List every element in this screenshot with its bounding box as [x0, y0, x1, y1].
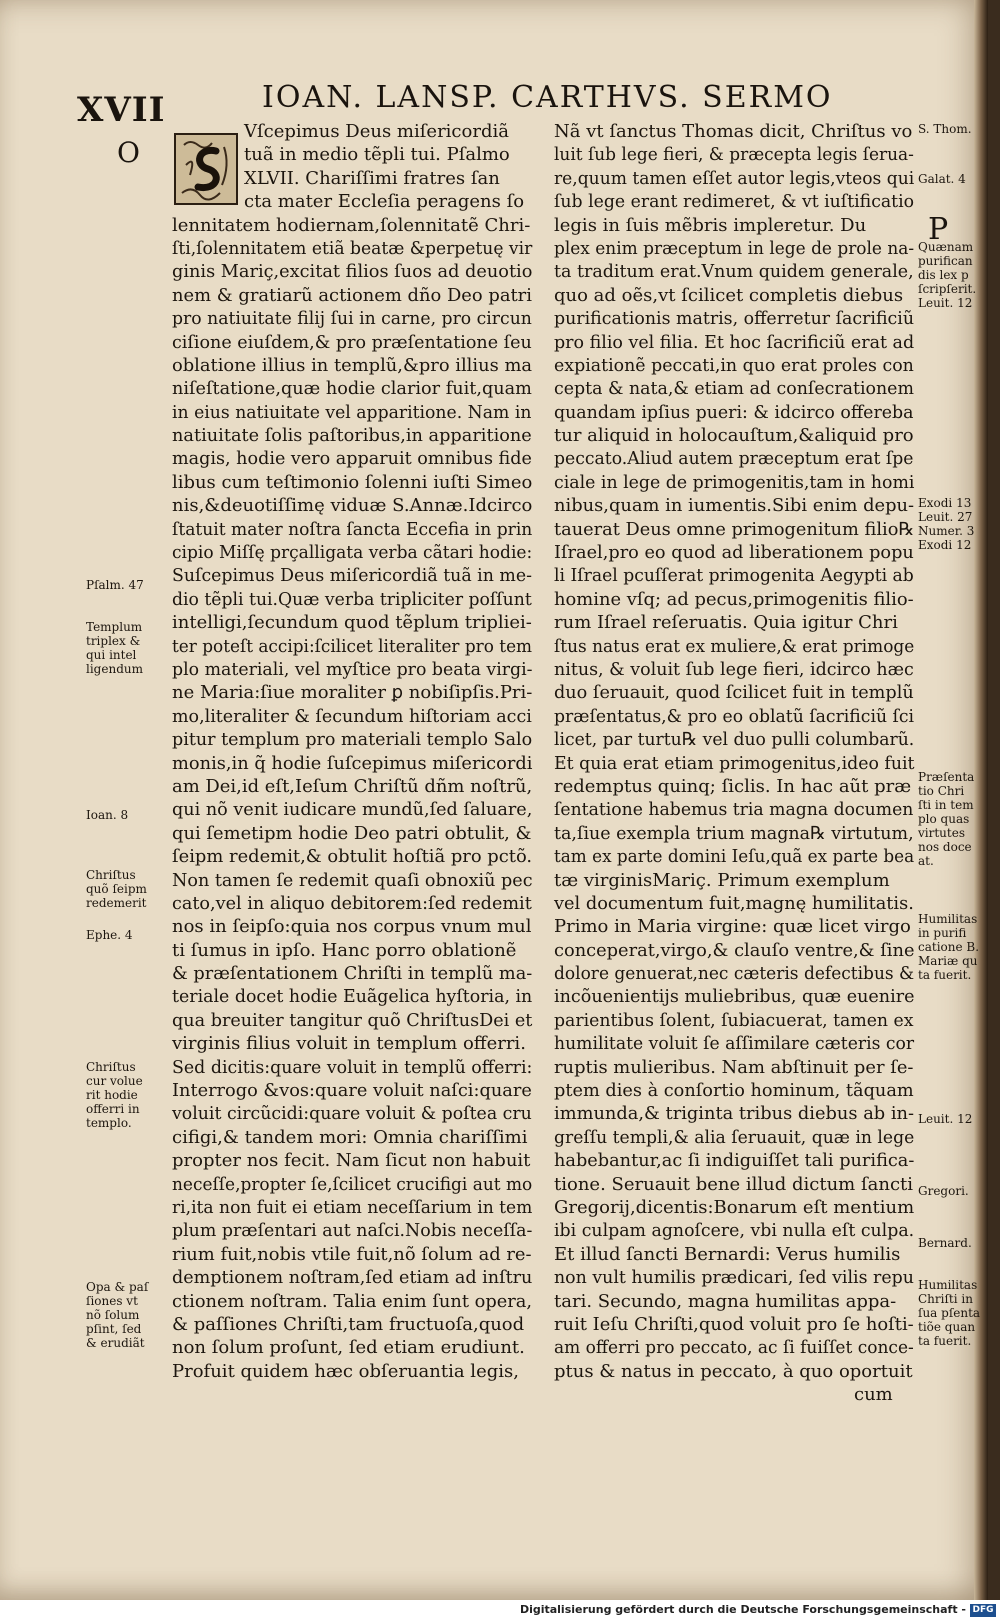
text-line: niſeſtatione,quæ hodie clarior fuit,quam	[172, 378, 532, 400]
text-line: qui ſemetipm hodie Deo patri obtulit, &	[172, 822, 532, 844]
margin-note-line: ta fuerit.	[918, 968, 972, 982]
text-line: ti ſumus in ipſo. Hanc porro oblationẽ	[172, 939, 517, 961]
text-line: Profuit quidem hæc obſeruantia legis,	[172, 1360, 519, 1382]
text-line: ſentatione habemus tria magna documen	[554, 799, 914, 821]
text-line: cato,vel in aliquo debitorem:ſed redemit	[172, 892, 532, 914]
text-line: luit ſub lege fieri, & præcepta legis ſerua-	[554, 144, 914, 166]
signature-mark-left: O	[117, 136, 140, 169]
text-line: tuã in medio tẽpli tui. Pſalmo	[244, 144, 510, 166]
text-line: in eius natiuitate vel apparitione. Nam in	[172, 401, 532, 423]
margin-note-line: Exodi 13	[918, 496, 972, 510]
text-line: neceſſe,propter ſe,ſcilicet crucifigi aut mo	[172, 1173, 533, 1195]
margin-note	[918, 172, 988, 186]
text-line: & paſſiones Chriſti,tam fructuoſa,quod	[172, 1313, 525, 1335]
text-line: pro filio vel filia. Et hoc ſacrificiũ erat ad	[554, 331, 915, 353]
signature-mark-right: P	[928, 212, 949, 247]
text-line: ruptis mulieribus. Nam abſtinuit per ſe-	[554, 1056, 914, 1078]
text-line: mo,literaliter & ſecundum hiſtoriam acci	[172, 705, 532, 727]
margin-note-line: Bernard.	[918, 1236, 972, 1250]
text-line: oblatione illius in templũ,&pro illius ma	[172, 354, 533, 376]
margin-note-line: ſti in tem	[918, 798, 974, 812]
text-line: Iſrael,pro eo quod ad liberationem popu	[554, 542, 914, 564]
text-line: habebantur,ac ſi indiguiſſet tali purifica-	[554, 1150, 915, 1172]
margin-note	[86, 1060, 166, 1130]
right-text-column	[554, 120, 914, 1406]
margin-note-line: virtutes	[918, 826, 965, 840]
text-line: Non tamen ſe redemit quaſi obnoxiũ pec	[172, 869, 533, 891]
margin-note-line: ſiones vt	[86, 1294, 138, 1308]
margin-note-line: nos doce	[918, 840, 972, 854]
margin-note-line: Præſenta	[918, 770, 975, 784]
text-line: humilitate voluit ſe aſſimilare cæteris cor	[554, 1033, 915, 1055]
text-line: natiuitate ſolis paſtoribus,in apparitione	[172, 425, 532, 447]
text-line: redemptus quinq; ſiclis. In hac aũt præ	[554, 775, 912, 797]
margin-note	[86, 868, 166, 910]
text-line: ſtus natus erat ex muliere,& erat primoge	[554, 635, 915, 657]
text-line: ſeipm redemit,& obtulit hoſtiã pro pctõ.	[172, 846, 533, 868]
text-line: qua breuiter tangitur quõ ChriſtusDei et	[172, 1009, 533, 1031]
text-line: nem & gratiarũ actionem dño Deo patri	[172, 284, 532, 306]
margin-note	[918, 1112, 988, 1126]
text-line: ctionem noſtram. Talia enim ſunt opera,	[172, 1290, 533, 1312]
text-line: ciſione eiuſdem,& pro præſentatione ſeu	[172, 331, 532, 353]
text-line: vel documentum fuit,magnę humilitatis.	[554, 892, 914, 914]
text-line: lennitatem hodiernam,ſolennitatẽ Chri-	[172, 214, 531, 236]
text-line: Suſcepimus Deus miſericordiã tuã in me-	[172, 565, 532, 587]
text-line: Et illud ſancti Bernardi: Verus humilis	[554, 1243, 901, 1265]
margin-note-line: catione B.	[918, 940, 980, 954]
text-line: ri,ita non fuit ei etiam neceſſarium in tem	[172, 1196, 533, 1218]
text-line: plum præſentari aut naſci.Nobis neceſſa-	[172, 1220, 533, 1242]
text-line: ginis Mariç,excitat filios ſuos ad deuotio	[172, 261, 533, 283]
text-line: præſentatus,& pro eo oblatũ ſacrificiũ ſci	[554, 705, 915, 727]
text-line: ſti,ſolennitatem etiã beatæ &perpetuę vir	[172, 237, 533, 259]
text-line: ibi culpam agnoſcere, vbi nulla eſt culpa.	[554, 1220, 915, 1242]
text-line: tur aliquid in holocauſtum,&aliquid pro	[554, 425, 914, 447]
text-line: voluit circũcidi:quare voluit & poſtea cru	[172, 1103, 532, 1125]
text-line: cipio Miſſę prçalligata verba cãtari hodie:	[172, 542, 533, 564]
margin-note-line: ſua pſenta	[918, 1306, 981, 1320]
text-line: peccato.Aliud autem præceptum erat ſpe	[554, 448, 914, 470]
text-line: teriale docet hodie Euãgelica hyſtoria, in	[172, 986, 533, 1008]
text-line: intelligi,ſecundum quod tẽplum tripliei-	[172, 612, 532, 634]
margin-note-line: templo.	[86, 1116, 132, 1130]
margin-note-line: tio Chri	[918, 784, 965, 798]
margin-note-line: Ephe. 4	[86, 928, 133, 942]
text-line: tauerat Deus omne primogenitum filio℞	[554, 518, 915, 540]
running-title: IOAN. LANSP. CARTHVS. SERMO	[262, 80, 833, 115]
text-line: immunda,& triginta tribus diebus ab in-	[554, 1103, 915, 1125]
text-line: duo ſeruauit, quod ſcilicet fuit in templũ	[554, 682, 914, 704]
text-line: tam ex parte domini Ieſu,quã ex parte bea	[554, 846, 915, 868]
text-line: quandam ipſius pueri: & idcirco offereba	[554, 401, 914, 423]
margin-note-line: Humilitas	[918, 1278, 978, 1292]
text-line: cepta & nata,& etiam ad conſecrationem	[554, 378, 914, 400]
text-line: ter poteſt accipi:ſcilicet literaliter pro tem	[172, 635, 533, 657]
margin-note-line: Chriſti in	[918, 1292, 973, 1306]
margin-note-line: Humilitas	[918, 912, 978, 926]
margin-note-line: Exodi 12	[918, 538, 972, 552]
text-line: & præſentationem Chriſti in templũ ma-	[172, 963, 533, 985]
text-line: homine vſq; ad pecus,primogenitis filio-	[554, 588, 914, 610]
folio-number: XVII	[77, 90, 166, 130]
text-line: am Dei,id eſt,Ieſum Chriſtũ dñm noſtrũ,	[172, 775, 533, 797]
margin-note	[918, 1236, 988, 1250]
text-line: Primo in Maria virgine: quæ licet virgo	[554, 916, 911, 938]
margin-note	[918, 1184, 988, 1198]
text-line: ſub lege erant redimeret, & vt iuſtificatio	[554, 191, 915, 213]
margin-note-line: Leuit. 12	[918, 296, 973, 310]
margin-note-line: plo quas	[918, 812, 970, 826]
text-line: li Iſrael pcuſſerat primogenita Aegypti ab	[554, 565, 914, 587]
text-line: cifigi,& tandem mori: Omnia chariſſimi	[172, 1126, 528, 1148]
text-line: plex enim præceptum in lege de prole na-	[554, 237, 915, 259]
text-line: virginis filius voluit in templum offerri.	[172, 1033, 526, 1055]
margin-note-line: & erudiãt	[86, 1336, 145, 1350]
text-line: Sed dicitis:quare voluit in templũ offerri:	[172, 1056, 533, 1078]
text-line: ptem dies à conſortio hominum, tãquam	[554, 1080, 914, 1102]
margin-note-line: Gregori.	[918, 1184, 969, 1198]
margin-note-line: Opa & paſ	[86, 1280, 149, 1294]
text-line: ne Maria:ſiue moraliter ꝑ nobiſipſis.Pri-	[172, 682, 533, 704]
text-line: ta traditum erat.Vnum quidem generale,	[554, 261, 914, 283]
margin-note-line: Templum	[86, 620, 143, 634]
text-line: plo materiali, vel myſtice pro beata virgi-	[172, 658, 533, 680]
text-line: conceperat,virgo,& clauſo ventre,& ſine	[554, 939, 915, 961]
text-line: expiationẽ peccati,in quo erat proles con	[554, 354, 914, 376]
text-line: cum	[854, 1384, 893, 1406]
margin-note-line: quõ ſeipm	[86, 882, 147, 896]
margin-note	[86, 808, 166, 822]
text-line: Nã vt ſanctus Thomas dicit, Chriſtus vo	[554, 121, 913, 142]
text-line: nibus,quam in iumentis.Sibi enim depu-	[554, 495, 915, 517]
text-line: ſtatuit mater noſtra ſancta Eccefia in prin	[172, 518, 533, 540]
text-line: propter nos fecit. Nam ſicut non habuit	[172, 1150, 531, 1172]
text-line: ptus & natus in peccato, à quo oportuit	[554, 1360, 913, 1382]
text-line: rium fuit,nobis vtile fuit,nõ ſolum ad re-	[172, 1243, 532, 1265]
text-line: Interrogo &vos:quare voluit naſci:quare	[172, 1080, 532, 1102]
text-line: non ſolum proſunt, ſed etiam erudiunt.	[172, 1337, 525, 1359]
text-line: rum Iſrael reſeruatis. Quia igitur Chri	[554, 612, 898, 634]
text-line: qui nõ venit iudicare mundũ,ſed ſaluare,	[172, 799, 533, 821]
text-line: Gregorij,dicentis:Bonarum eſt mentium	[554, 1196, 915, 1218]
margin-note-line: redemerit	[86, 896, 147, 910]
margin-note	[918, 1278, 988, 1348]
text-line: legis in ſuis mẽbris impleretur. Du	[554, 214, 867, 236]
margin-note-line: Chriſtus	[86, 1060, 136, 1074]
text-line: nis,&deuotiſſimę viduæ S.Annæ.Idcirco	[172, 495, 533, 517]
text-line: incõuenientijs muliebribus, quæ euenire	[554, 986, 915, 1008]
footer-credit: Digitalisierung gefördert durch die Deutsche Forschungsgemeinschaft -	[519, 1603, 966, 1616]
margin-note-line: tiõe quan	[918, 1320, 976, 1334]
text-line: Et quia erat etiam primogenitus,ideo fuit	[554, 752, 915, 774]
text-line: demptionem noſtram,ſed etiam ad inſtru	[172, 1267, 533, 1289]
text-line: monis,in q̃ hodie ſuſcepimus miſericordi	[172, 752, 533, 774]
margin-note	[86, 578, 166, 592]
text-line: cta mater Eccleſia peragens ſo	[244, 191, 525, 213]
margin-note-line: Leuit. 12	[918, 1112, 973, 1126]
text-line: tari. Secundo, magna humilitas appa-	[554, 1290, 897, 1312]
text-line: magis, hodie vero apparuit omnibus fide	[172, 448, 532, 470]
margin-note-line: purifican	[918, 254, 973, 268]
text-line: pro natiuitate filij ſui in carne, pro circun	[172, 308, 532, 330]
text-line: dolore genuerat,nec cæteris defectibus &	[554, 963, 915, 985]
text-line: re,quum tamen eſſet autor legis,vteos qui	[554, 167, 915, 189]
text-line: nos in ſeipſo:quia nos corpus vnum mul	[172, 916, 532, 938]
text-line: non vult humilis prædicari, ſed vilis repu	[554, 1267, 914, 1289]
margin-note	[86, 620, 166, 676]
margin-note-line: triplex &	[86, 634, 141, 648]
margin-note-line: Mariæ qu	[918, 954, 978, 968]
margin-note-line: ta fuerit.	[918, 1334, 972, 1348]
margin-note-line: Quænam	[918, 240, 974, 254]
margin-note-line: pſint, ſed	[86, 1322, 142, 1336]
text-line: XLVII. Chariſſimi fratres ſan	[244, 167, 500, 189]
text-line: purificationis matris, offerretur ſacrificiũ	[554, 308, 915, 330]
text-line: am offerri pro peccato, ac ſi fuiſſet conce-	[554, 1337, 914, 1359]
margin-note	[86, 928, 166, 942]
margin-note-line: Numer. 3	[918, 524, 975, 538]
margin-note	[918, 240, 988, 310]
margin-note-line: cur volue	[86, 1074, 143, 1088]
text-line: parientibus ſolent, ſubiacuerat, tamen ex	[554, 1009, 914, 1031]
margin-note-line: in purifi	[918, 926, 967, 940]
margin-note-line: Chriſtus	[86, 868, 136, 882]
left-text-column	[172, 120, 532, 1383]
text-line: libus cum teſtimonio ſolenni iuſti Simeo	[172, 471, 533, 493]
text-line: dio tẽpli tui.Quæ verba tripliciter poſſunt	[172, 588, 532, 610]
text-line: licet, par turtu℞ vel duo pulli columbarũ.	[554, 729, 915, 751]
margin-note	[918, 122, 988, 136]
text-line: greſſu templi,& alia ſeruauit, quæ in lege	[554, 1126, 915, 1148]
text-line: nitus, & voluit ſub lege fieri, idcirco hæc	[554, 658, 914, 680]
text-line: ta,ſiue exempla trium magna℞ virtutum,	[554, 822, 914, 844]
margin-note-line: S. Thom.	[918, 122, 972, 136]
margin-note-line: nõ ſolum	[86, 1308, 140, 1322]
text-line: Vſcepimus Deus miſericordiã	[244, 121, 509, 142]
text-line: ciale in lege de primogenitis,tam in homi	[554, 471, 915, 493]
dfg-logo: DFG	[970, 1604, 996, 1617]
margin-note	[918, 496, 988, 552]
margin-note-line: Ioan. 8	[86, 808, 129, 822]
margin-note-line: rit hodie	[86, 1088, 138, 1102]
text-line: pitur templum pro materiali templo Salo	[172, 729, 533, 751]
text-line: quo ad oẽs,vt ſcilicet completis diebus	[554, 284, 904, 306]
margin-note-line: Pſalm. 47	[86, 578, 144, 592]
margin-note-line: at.	[918, 854, 934, 868]
margin-note	[918, 912, 988, 982]
margin-note-line: ligendum	[86, 662, 143, 676]
digitization-footer	[0, 1600, 1000, 1622]
margin-note-line: Leuit. 27	[918, 510, 973, 524]
margin-note-line: dis lex p	[918, 268, 969, 282]
margin-note-line: Galat. 4	[918, 172, 966, 186]
margin-note	[918, 770, 988, 868]
text-line: tione. Seruauit bene illud dictum ſancti	[554, 1173, 914, 1195]
margin-note	[86, 1280, 166, 1350]
margin-note-line: qui intel	[86, 648, 137, 662]
margin-note-line: offerri in	[86, 1102, 140, 1116]
margin-note-line: ſcripſerit.	[918, 282, 977, 296]
text-line: ruit Ieſu Chriſti,quod voluit pro ſe hoſti-	[554, 1313, 914, 1335]
text-line: tæ virginisMariç. Primum exemplum	[554, 869, 890, 891]
